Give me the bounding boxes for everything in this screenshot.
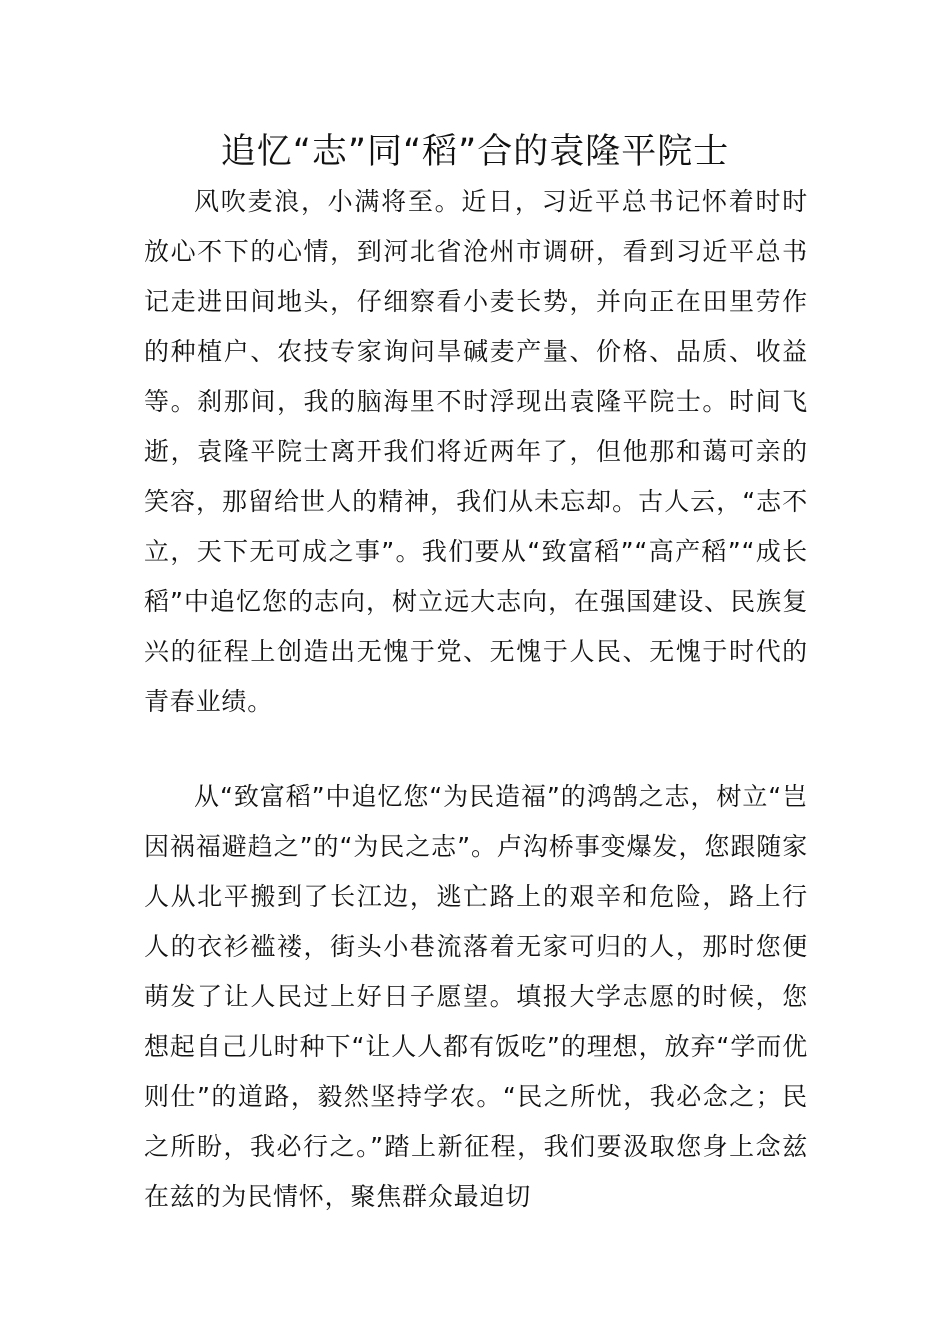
document-title: 追忆“志”同“稻”合的袁隆平院士 — [220, 132, 730, 172]
paragraph-2: 从“致富稻”中追忆您“为民造福”的鸿鹄之志，树立“岂因祸福避趋之”的“为民之志”。卢沟桥事变爆发，您跟随家人从北平搬到了长江边，逃亡路上的艰辛和危险，路上行人的衣衫褴褛，街头小巷流落着无家可归的人，那时您便萌发了让人民过上好日子愿望。填报大学志愿的时候，您想起自己儿时种下“让人人都有饭吃”的理想，放弃“学而优则仕”的道路，毅然坚持学农。“民之所忧，我必念之；民之所盼，我必行之。”踏上新征程，我们要汲取您身上念兹在兹的为民情怀，聚焦群众最迫切 — [144, 782, 808, 1211]
paragraph-1: 风吹麦浪，小满将至。近日，习近平总书记怀着时时放心不下的心情，到河北省沧州市调研，看到习近平总书记走进田间地头，仔细察看小麦长势，并向正在田里劳作的种植户、农技专家询问旱碱麦产量、价格、品质、收益等。刹那间，我的脑海里不时浮现出袁隆平院士。时间飞逝，袁隆平院士离开我们将近两年了，但他那和蔼可亲的笑容，那留给世人的精神，我们从未忘却。古人云，“志不立，天下无可成之事”。我们要从“致富稻”“高产稻”“成长稻”中追忆您的志向，树立远大志向，在强国建设、民族复兴的征程上创造出无愧于党、无愧于人民、无愧于时代的青春业绩。 — [144, 187, 808, 716]
